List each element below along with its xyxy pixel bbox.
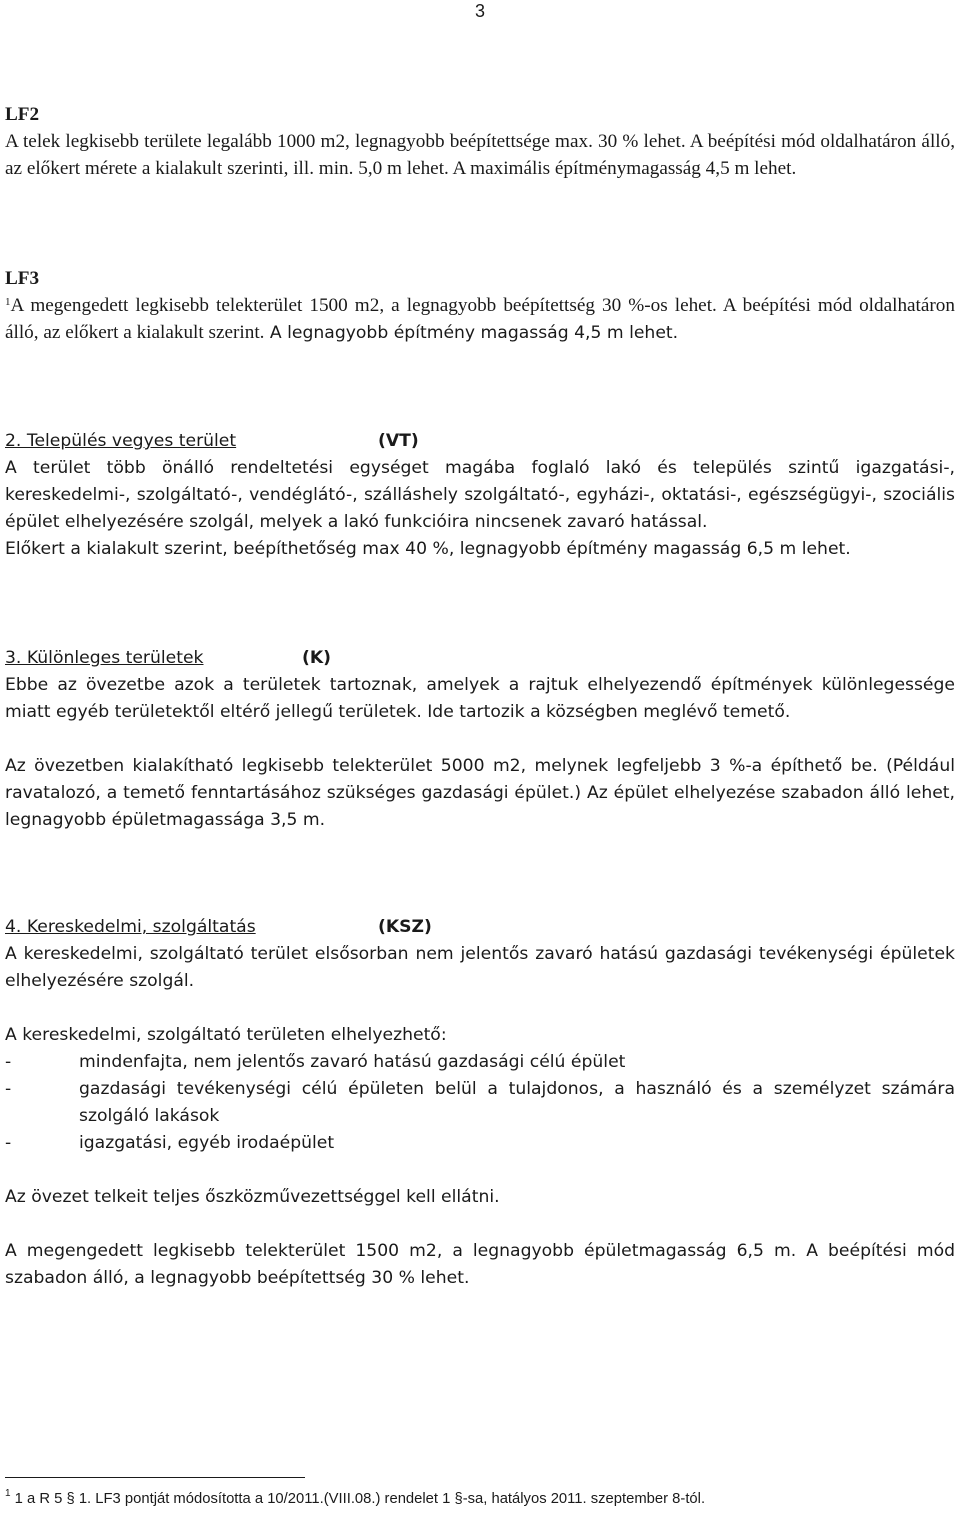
lf2-heading: LF2	[5, 104, 40, 125]
k-heading	[5, 645, 955, 672]
lf3-heading: LF3	[5, 268, 40, 289]
vt-heading	[5, 428, 955, 455]
list-dash: -	[5, 1133, 12, 1153]
lf2-text: A telek legkisebb területe legalább 1000 m2, legnagyobb beépítettsége max. 30 % lehet. A beépítési mód oldalhatáron álló, az előkert mérete a kialakult szerinti, ill. min. 5,0 m lehet. A maximális építménymagasság 4,5 m lehet.	[5, 131, 955, 179]
section-k	[5, 645, 955, 834]
ksz-heading	[5, 914, 955, 941]
list-item: - igazgatási, egyéb irodaépület	[5, 1130, 955, 1157]
vt-para2: Előkert a kialakult szerint, beépíthetőség max 40 %, legnagyobb építmény magasság 6,5 m lehet.	[5, 539, 851, 559]
vt-title: 2. Település vegyes terület	[5, 431, 237, 451]
footnote-number: 1	[5, 1488, 11, 1499]
k-para2: Az övezetben kialakítható legkisebb telekterület 5000 m2, melynek legfeljebb 3 %-a építhető be. (Például ravatalozó, a temető fenntartásához szükséges gazdasági épület.) Az épület elhelyezése szabadon álló lehet, legnagyobb épületmagassága 3,5 m.	[5, 756, 955, 830]
ksz-code: (KSZ)	[378, 917, 432, 937]
ksz-title: 4. Kereskedelmi, szolgáltatás	[5, 917, 256, 937]
lf3-text-main: A megengedett legkisebb telekterület 1500 m2, a legnagyobb beépítettség 30 %-os lehet. A beépítési mód oldalhatáron álló, az előkert a kialakult szerint.	[5, 295, 955, 343]
footnote	[5, 1489, 955, 1509]
ksz-list-intro: A kereskedelmi, szolgáltató területen elhelyezhető:	[5, 1025, 447, 1045]
list-dash: -	[5, 1052, 12, 1072]
footnote-text: 1 a R 5 § 1. LF3 pontját módosította a 10/2011.(VIII.08.) rendelet 1 §-sa, hatályos 2011. szeptember 8-tól.	[10, 1491, 706, 1507]
page-number: 3	[474, 1, 485, 21]
k-code: (K)	[302, 648, 332, 668]
list-item: - mindenfajta, nem jelentős zavaró hatású gazdasági célú épület	[5, 1049, 955, 1076]
ksz-para1: A kereskedelmi, szolgáltató terület elsősorban nem jelentős zavaró hatású gazdasági tevékenységi épületek elhelyezésére szolgál.	[5, 944, 955, 991]
k-para1: Ebbe az övezetbe azok a területek tartoznak, amelyek a rajtuk elhelyezendő építmények különlegessége miatt egyéb területektől eltérő jellegű területek. Ide tartozik a községben meglévő temető.	[5, 675, 955, 722]
list-dash: -	[5, 1079, 12, 1099]
lf3-text	[5, 292, 955, 347]
ksz-para3: A megengedett legkisebb telekterület 1500 m2, a legnagyobb épületmagasság 6,5 m. A beépítési mód szabadon álló, a legnagyobb beépítettség 30 % lehet.	[5, 1241, 955, 1288]
list-item: - gazdasági tevékenységi célú épületen belül a tulajdonos, a használó és a személyzet számára szolgáló lakások	[5, 1076, 955, 1130]
section-ksz	[5, 914, 955, 1292]
vt-code: (VT)	[378, 431, 419, 451]
footnote-separator	[5, 1477, 305, 1478]
section-lf2	[5, 101, 955, 182]
ksz-para2: Az övezet telkeit teljes őszközművezettséggel kell ellátni.	[5, 1187, 500, 1207]
k-title: 3. Különleges területek	[5, 648, 204, 668]
footnote-reference[interactable]: 1	[5, 296, 11, 308]
section-lf3	[5, 265, 955, 347]
ksz-list	[5, 1049, 955, 1157]
section-vt	[5, 428, 955, 563]
vt-para1: A terület több önálló rendeltetési egységet magába foglaló lakó és település szintű igazgatási-, kereskedelmi-, szolgáltató-, vendéglátó-, szálláshely szolgáltató-, egyházi-, oktatási-, egészségügyi-, szociális épület elhelyezésére szolgál, melyek a lakó funkcióira nincsenek zavaró hatással.	[5, 458, 955, 532]
lf3-text-amended: A legnagyobb építmény magasság 4,5 m lehet.	[264, 323, 679, 343]
